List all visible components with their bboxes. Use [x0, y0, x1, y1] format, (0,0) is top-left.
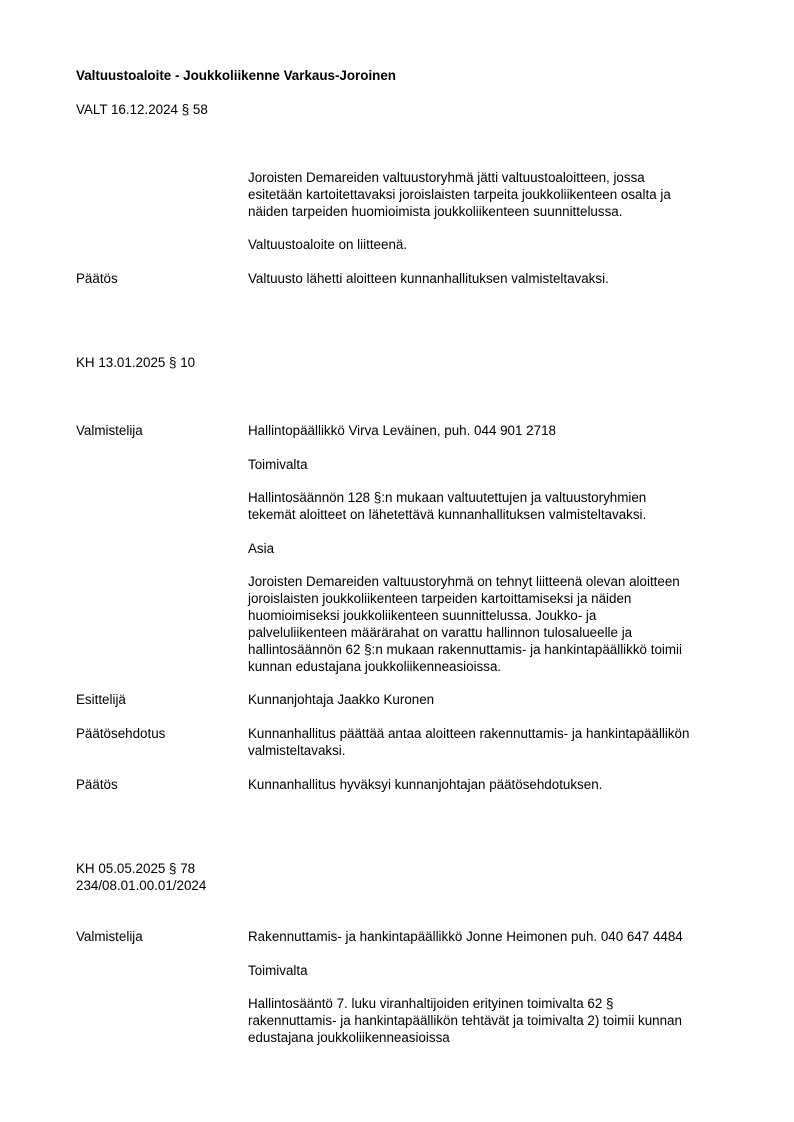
kh1-authority-heading: Toimivalta: [248, 457, 308, 472]
valt-reference: VALT 16.12.2024 § 58: [76, 102, 208, 117]
kh1-proposal-label: Päätösehdotus: [76, 726, 166, 741]
kh1-matter-line: huomioimiseksi joukkoliikenteen suunnittelussa. Joukko- ja: [248, 608, 597, 623]
kh1-decision-label: Päätös: [76, 777, 118, 792]
kh1-preparer-label: Valmistelija: [76, 423, 143, 438]
kh2-diary-number: 234/08.01.00.01/2024: [76, 878, 207, 893]
kh1-matter-line: hallintosäännön 62 §:n mukaan rakennuttamis- ja hankintapäällikkö toimii: [248, 642, 682, 657]
kh1-matter-line: kunnan edustajana joukkoliikenneasioissa.: [248, 659, 502, 674]
kh1-proposal-text: [248, 725, 748, 759]
kh1-presenter-label: Esittelijä: [76, 692, 126, 707]
document-title: Valtuustoaloite - Joukkoliikenne Varkaus-Joroinen: [76, 68, 396, 83]
kh1-matter-line: palveluliikenteen määrärahat on varattu hallinnon tulosalueelle ja: [248, 625, 633, 640]
kh2-reference: KH 05.05.2025 § 78: [76, 861, 196, 876]
kh1-decision-text: Kunnanhallitus hyväksyi kunnanjohtajan päätösehdotuksen.: [248, 777, 603, 792]
kh1-preparer-text: Hallintopäällikkö Virva Leväinen, puh. 044 901 2718: [248, 423, 556, 438]
kh2-preparer-text: Rakennuttamis- ja hankintapäällikkö Jonne Heimonen puh. 040 647 4484: [248, 929, 683, 944]
kh1-authority-line: Hallintosäännön 128 §:n mukaan valtuutettujen ja valtuustoryhmien: [248, 490, 647, 505]
kh1-matter-line: Joroisten Demareiden valtuustoryhmä on tehnyt liitteenä olevan aloitteen: [248, 574, 680, 589]
kh1-authority-text: [248, 489, 748, 523]
valt-decision-text: Valtuusto lähetti aloitteen kunnanhallituksen valmisteltavaksi.: [248, 271, 609, 286]
kh2-authority-line: edustajana joukkoliikenneasioissa: [248, 1030, 450, 1045]
kh1-matter-heading: Asia: [248, 541, 275, 556]
valt-body-line: esitetään kartoitettavaksi joroislaisten tarpeita joukkoliikenteen osalta ja: [248, 187, 671, 202]
valt-body-line: näiden tarpeiden huomioimista joukkoliikenteen suunnittelussa.: [248, 204, 623, 219]
kh2-authority-heading: Toimivalta: [248, 963, 308, 978]
kh2-preparer-label: Valmistelija: [76, 929, 143, 944]
kh1-authority-line: tekemät aloitteet on lähetettävä kunnanhallituksen valmisteltavaksi.: [248, 507, 647, 522]
kh1-matter-line: joroislaisten joukkoliikenteen tarpeiden kartoittamiseksi ja näiden: [248, 591, 632, 606]
valt-body-line: Joroisten Demareiden valtuustoryhmä jätti valtuustoaloitteen, jossa: [248, 170, 645, 185]
valt-body: [248, 169, 748, 220]
kh1-reference: KH 13.01.2025 § 10: [76, 355, 196, 370]
kh1-matter-text: [248, 573, 748, 675]
valt-decision-label: Päätös: [76, 271, 118, 286]
kh2-authority-text: [248, 995, 748, 1046]
kh2-authority-line: rakennuttamis- ja hankintapäällikön tehtävät ja toimivalta 2) toimii kunnan: [248, 1013, 682, 1028]
kh1-presenter-text: Kunnanjohtaja Jaakko Kuronen: [248, 692, 435, 707]
valt-attachment-note: Valtuustoaloite on liitteenä.: [248, 237, 408, 252]
kh1-proposal-line: valmisteltavaksi.: [248, 743, 346, 758]
kh1-proposal-line: Kunnanhallitus päättää antaa aloitteen rakennuttamis- ja hankintapäällikön: [248, 726, 690, 741]
kh2-authority-line: Hallintosääntö 7. luku viranhaltijoiden erityinen toimivalta 62 §: [248, 996, 614, 1011]
